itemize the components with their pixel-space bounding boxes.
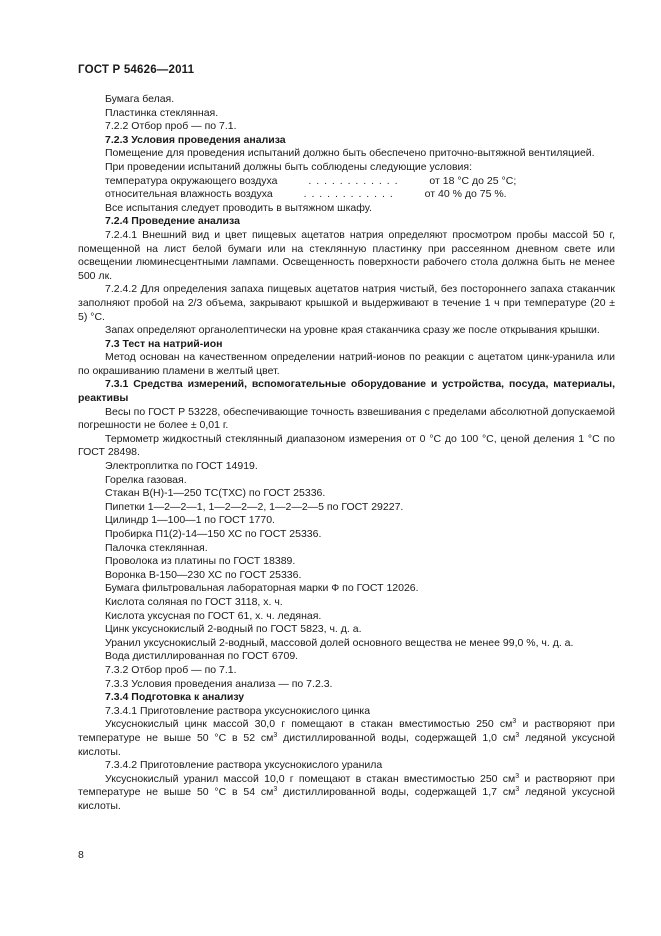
document-body xyxy=(78,93,615,813)
paragraph: Метод основан на качественном определении натрий-ионов по реакции с ацетатом цинк-уранила или по окрашиванию пламени в желтый цвет. xyxy=(78,351,615,377)
paragraph: Пипетки 1—2—2—1, 1—2—2—2, 1—2—2—5 по ГОСТ 29227. xyxy=(105,500,404,513)
paragraph: Уранил уксуснокислый 2-водный, массовой долей основного вещества не менее 99,0 %, ч. д. а. xyxy=(105,636,574,649)
document-code-header: ГОСТ Р 54626—2011 xyxy=(78,64,195,76)
paragraph: Воронка В-150—230 ХС по ГОСТ 25336. xyxy=(105,568,302,581)
condition-value: от 40 % до 75 %. xyxy=(424,188,507,201)
paragraph: Уксуснокислый уранил массой 10,0 г помещают в стакан вместимостью 250 $см^3$ и растворяют при температуре не выше 50 °С в 54 $см^3$ дистиллированной воды, содержащей 1,7 $см^3$ ледяной уксусной кислоты. xyxy=(78,772,616,812)
section-heading: 7.2.3 Условия проведения анализа xyxy=(105,133,286,146)
paragraph: При проведении испытаний должны быть соблюдены следующие условия: xyxy=(105,160,473,173)
paragraph: 7.3.2 Отбор проб — по 7.1. xyxy=(105,663,237,676)
paragraph: Пробирка П1(2)-14—150 ХС по ГОСТ 25336. xyxy=(105,528,322,540)
paragraph: Проволока из платины по ГОСТ 18389. xyxy=(105,555,296,568)
paragraph: Термометр жидкостный стеклянный диапазоном измерения от 0 °С до 100 °С, ценой деления 1 °С по ГОСТ 28498. xyxy=(78,432,615,459)
section-heading: 7.3.4 Подготовка к анализу xyxy=(105,691,245,704)
paragraph: Кислота соляная по ГОСТ 3118, х. ч. xyxy=(105,595,283,608)
paragraph: 7.2.4.2 Для определения запаха пищевых ацетатов натрия чистый, без постороннего запаха стаканчик заполняют пробой на 2/3 объема, закрывают крышкой и выдерживают в течение 1 ч при температуре (20 ± 5) °С. xyxy=(78,283,615,323)
section-heading: 7.3 Тест на натрий-ион xyxy=(105,337,223,350)
paragraph: Вода дистиллированная по ГОСТ 6709. xyxy=(105,650,299,663)
paragraph xyxy=(78,188,615,202)
paragraph: 7.2.4.1 Внешний вид и цвет пищевых ацетатов натрия определяют просмотром пробы массой 50 г, помещенной на лист белой бумаги или на стеклянную пластинку при рассеянном дневном свете или освещении люминесцентными лампами. Освещенность поверхности рабочего стола должна быть не менее 500 лк. xyxy=(78,228,615,282)
paragraph xyxy=(78,175,615,189)
section-heading: 7.3.1 Средства измерений, вспомогательные оборудование и устройства, посуда, материалы, реактивы xyxy=(78,378,615,405)
paragraph: Цинк уксуснокислый 2-водный по ГОСТ 5823, ч. д. а. xyxy=(105,623,362,636)
paragraph: Бумага белая. xyxy=(105,93,175,105)
paragraph: Цилиндр 1—100—1 по ГОСТ 1770. xyxy=(105,514,275,527)
paragraph: Электроплитка по ГОСТ 14919. xyxy=(105,460,258,473)
page-number: 8 xyxy=(78,849,84,861)
leader-dots: . . . . . . . . . . . . xyxy=(299,188,398,201)
paragraph: Запах определяют органолептически на уровне края стаканчика сразу же после открывания крышки. xyxy=(105,324,600,337)
condition-label: температура окружающего воздуха xyxy=(105,174,278,187)
paragraph: Кислота уксусная по ГОСТ 61, х. ч. ледяная. xyxy=(105,609,322,622)
paragraph: Стакан В(Н)-1—250 ТС(ТХС) по ГОСТ 25336. xyxy=(105,487,326,500)
condition-value: от 18 °С до 25 °С; xyxy=(429,174,517,187)
paragraph: Помещение для проведения испытаний должно быть обеспечено приточно-вытяжной вентиляцией. xyxy=(105,147,595,160)
condition-label: относительная влажность воздуха xyxy=(105,188,273,201)
section-heading: 7.2.4 Проведение анализа xyxy=(105,215,240,228)
paragraph: Весы по ГОСТ Р 53228, обеспечивающие точность взвешивания с пределами абсолютной допускаемой погрешности не более ± 0,01 г. xyxy=(78,405,615,432)
paragraph: Горелка газовая. xyxy=(105,473,187,486)
paragraph: 7.3.4.1 Приготовление раствора уксуснокислого цинка xyxy=(105,704,371,717)
paragraph: Все испытания следует проводить в вытяжном шкафу. xyxy=(105,201,372,214)
paragraph: Бумага фильтровальная лабораторная марки Ф по ГОСТ 12026. xyxy=(105,582,419,595)
paragraph: 7.2.2 Отбор проб — по 7.1. xyxy=(105,120,237,133)
leader-dots: . . . . . . . . . . . . xyxy=(304,174,403,187)
paragraph: 7.3.3 Условия проведения анализа — по 7.2.3. xyxy=(105,677,333,690)
paragraph: Уксуснокислый цинк массой 30,0 г помещают в стакан вместимостью 250 $см^3$ и растворяют при температуре не выше 50 °С в 52 $см^3$ дистиллированной воды, содержащей 1,0 $см^3$ ледяной уксусной кислоты. xyxy=(78,718,616,758)
paragraph: Палочка стеклянная. xyxy=(105,541,208,554)
paragraph: Пластинка стеклянная. xyxy=(105,106,219,119)
paragraph: 7.3.4.2 Приготовление раствора уксуснокислого уранила xyxy=(105,759,383,772)
